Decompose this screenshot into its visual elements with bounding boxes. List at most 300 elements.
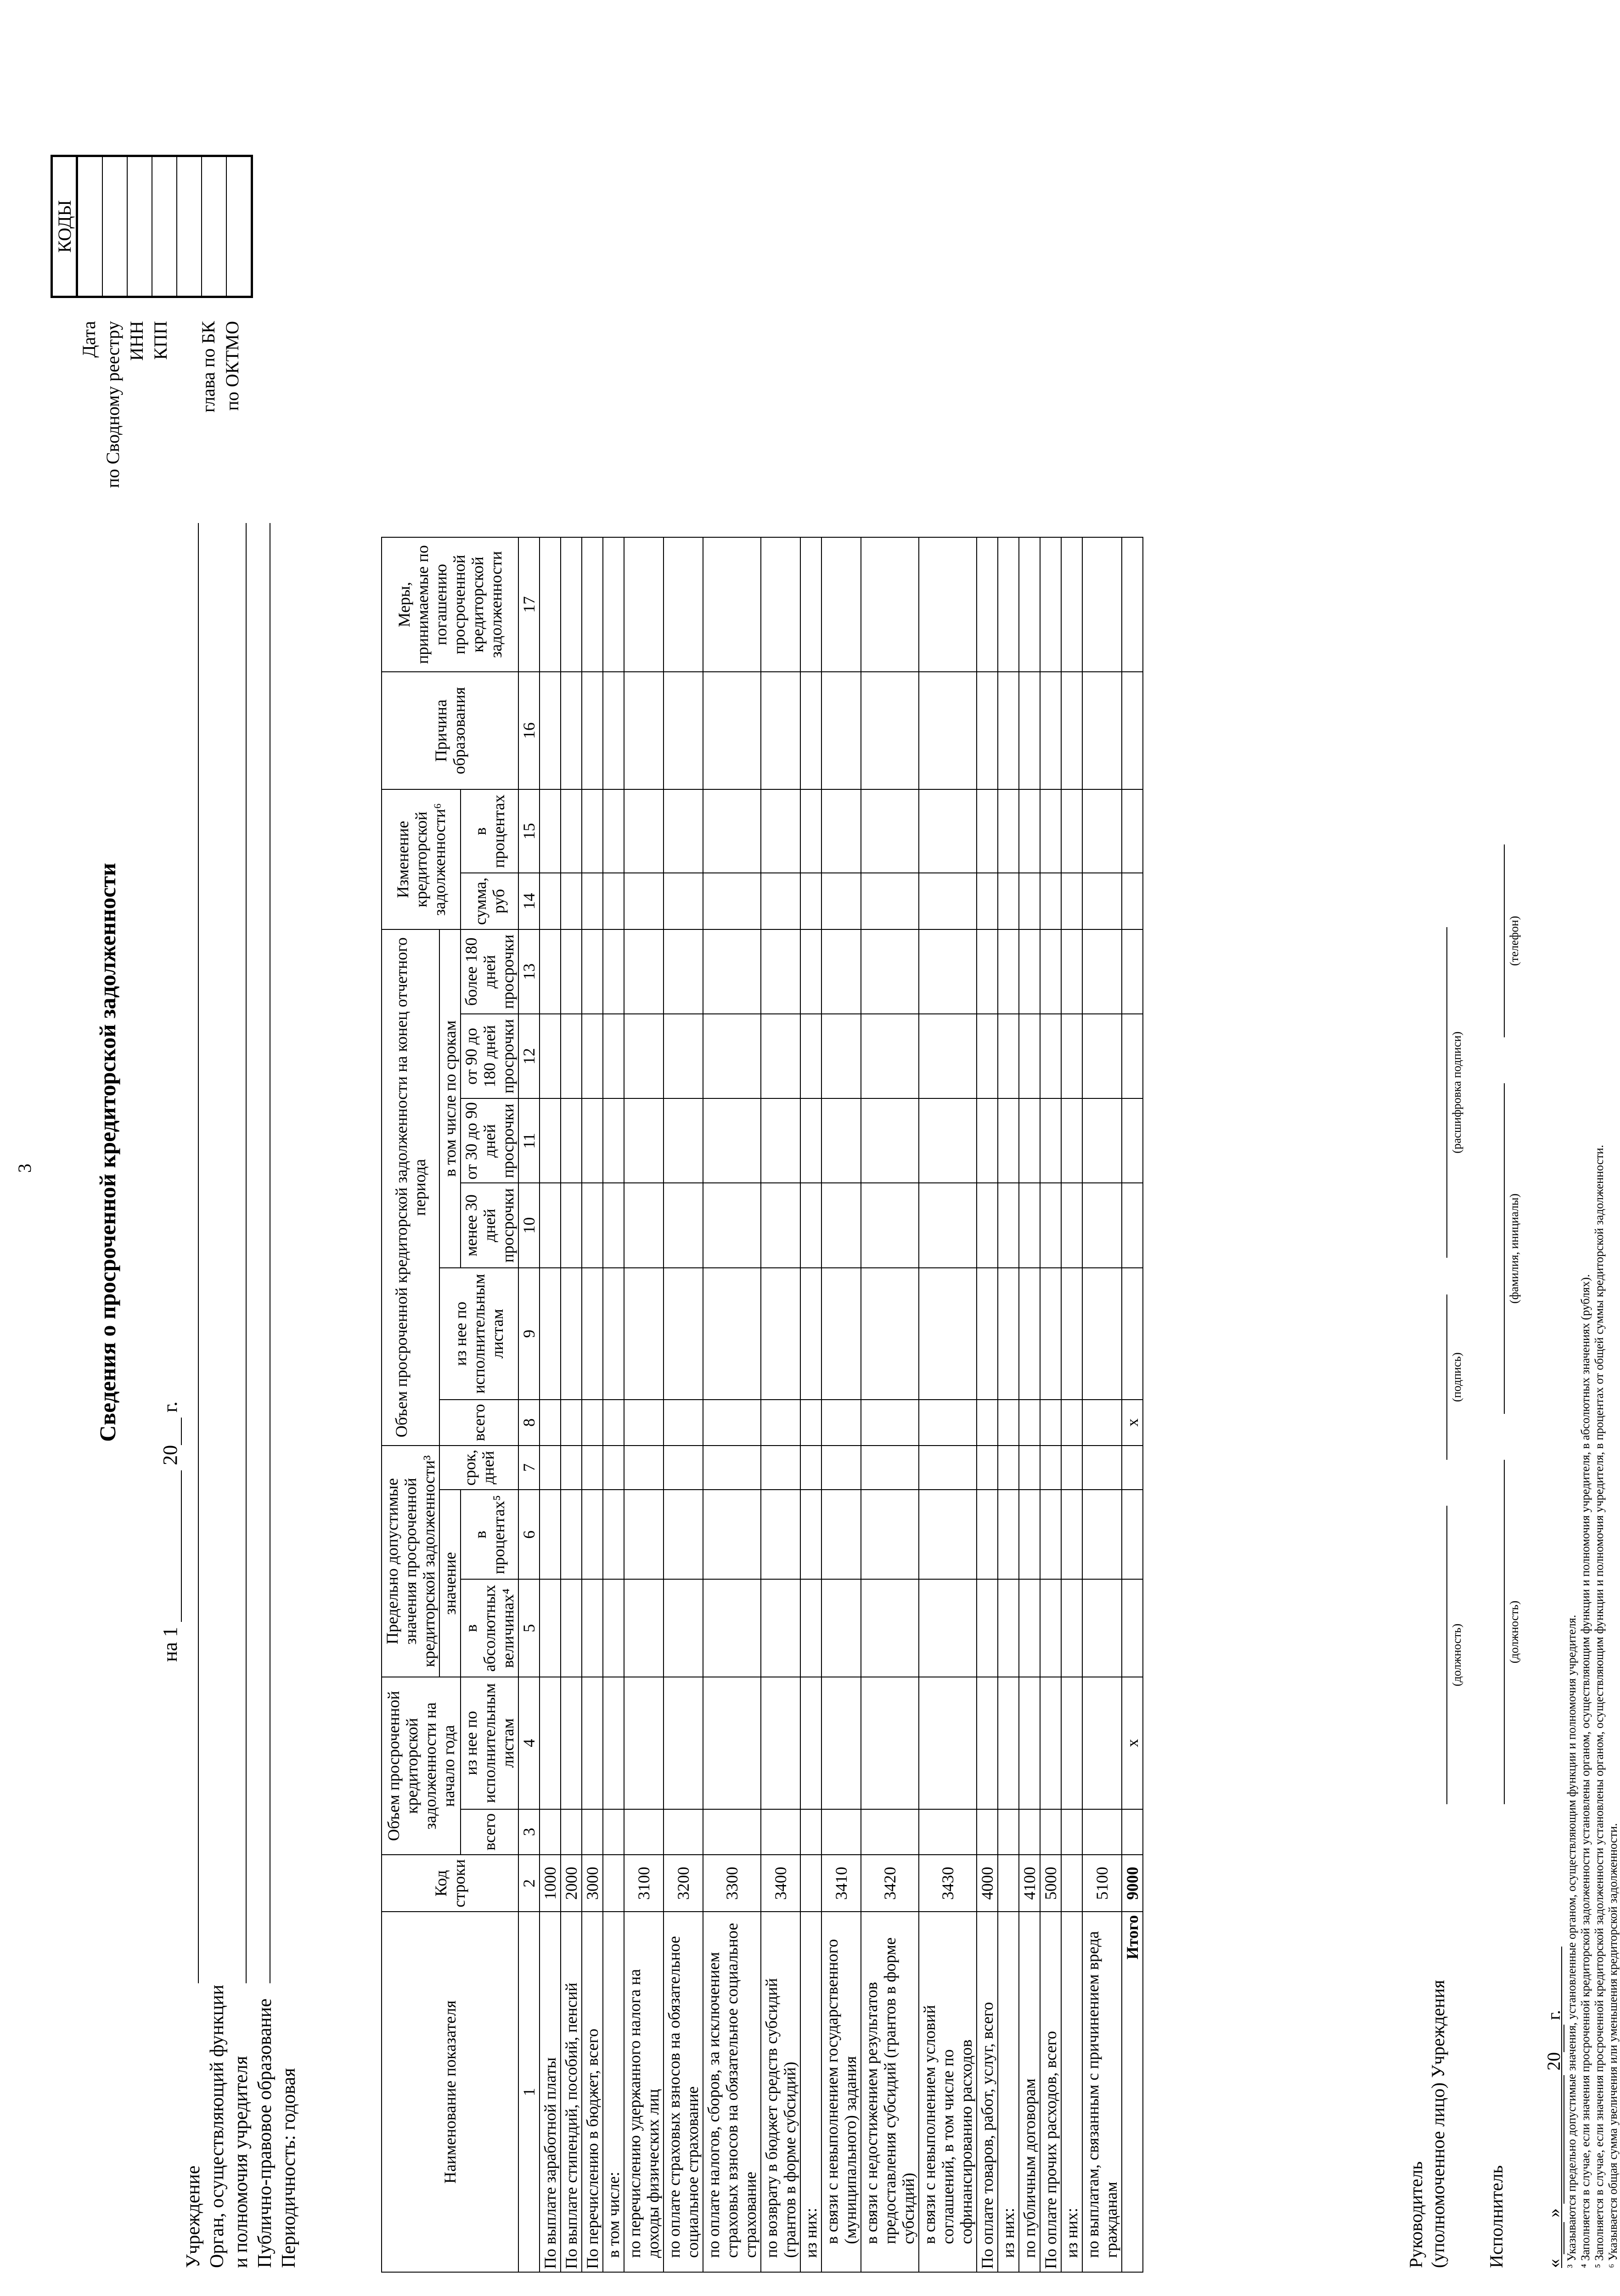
row-cell[interactable] — [540, 1579, 561, 1677]
row-cell[interactable] — [624, 789, 664, 873]
row-cell[interactable] — [664, 1400, 703, 1445]
row-cell[interactable] — [561, 1579, 582, 1677]
row-cell[interactable] — [821, 873, 861, 929]
head-caption-signature: (подпись) — [1450, 1352, 1463, 1402]
row-cell[interactable] — [703, 1098, 761, 1183]
row-cell[interactable] — [561, 1098, 582, 1183]
row-cell[interactable] — [1082, 1677, 1122, 1809]
row-cell[interactable] — [540, 789, 561, 873]
row-cell[interactable] — [861, 789, 919, 873]
row-cell[interactable] — [1019, 1098, 1040, 1183]
row-cell[interactable] — [998, 672, 1019, 789]
row-cell[interactable] — [561, 1400, 582, 1445]
row-cell[interactable] — [703, 1809, 761, 1855]
row-cell[interactable] — [861, 1014, 919, 1098]
row-cell[interactable] — [861, 1446, 919, 1490]
row-cell[interactable] — [603, 1579, 624, 1677]
row-cell[interactable] — [821, 789, 861, 873]
row-cell[interactable] — [998, 1579, 1019, 1677]
row-cell[interactable] — [998, 1014, 1019, 1098]
row-cell[interactable] — [761, 789, 800, 873]
row-cell[interactable] — [664, 1446, 703, 1490]
row-cell[interactable] — [861, 1268, 919, 1400]
row-cell[interactable] — [1019, 537, 1040, 672]
row-cell[interactable] — [624, 1446, 664, 1490]
row-cell[interactable] — [603, 1490, 624, 1579]
row-code — [603, 1855, 624, 1912]
row-cell[interactable] — [919, 929, 977, 1014]
row-code: 2000 — [561, 1855, 582, 1912]
row-cell[interactable] — [800, 873, 821, 929]
row-cell[interactable] — [1082, 672, 1122, 789]
row-cell[interactable] — [761, 1183, 800, 1267]
row-cell[interactable] — [703, 873, 761, 929]
row-cell[interactable] — [1061, 1098, 1082, 1183]
row-cell[interactable] — [664, 929, 703, 1014]
row-cell[interactable] — [1040, 1098, 1061, 1183]
row-cell[interactable] — [582, 1677, 603, 1809]
row-cell[interactable] — [1040, 537, 1061, 672]
row-cell[interactable] — [582, 672, 603, 789]
row-cell[interactable] — [861, 672, 919, 789]
row-cell[interactable] — [582, 1014, 603, 1098]
row-cell[interactable] — [1061, 537, 1082, 672]
row-cell[interactable] — [761, 929, 800, 1014]
row-cell[interactable] — [582, 1809, 603, 1855]
row-cell[interactable] — [1040, 789, 1061, 873]
row-cell[interactable] — [1082, 1400, 1122, 1445]
document-title: Сведения о просроченной кредиторской задолженности — [95, 863, 120, 1442]
row-cell[interactable] — [664, 1183, 703, 1267]
row-cell[interactable] — [761, 1809, 800, 1855]
row-cell[interactable] — [603, 1809, 624, 1855]
row-code: 3400 — [761, 1855, 800, 1912]
row-cell[interactable] — [998, 1446, 1019, 1490]
row-cell[interactable] — [561, 1677, 582, 1809]
row-cell[interactable] — [561, 873, 582, 929]
row-cell[interactable] — [998, 1490, 1019, 1579]
row-cell[interactable] — [977, 873, 998, 929]
row-cell[interactable] — [624, 1579, 664, 1677]
row-cell[interactable] — [664, 1490, 703, 1579]
row-cell[interactable] — [703, 789, 761, 873]
row-cell[interactable] — [919, 873, 977, 929]
row-cell[interactable] — [800, 789, 821, 873]
table-row — [998, 537, 1019, 2272]
row-cell[interactable] — [761, 873, 800, 929]
row-cell[interactable] — [1061, 1809, 1082, 1855]
row-cell[interactable] — [919, 789, 977, 873]
row-cell[interactable] — [998, 537, 1019, 672]
row-cell[interactable] — [1082, 1268, 1122, 1400]
row-cell[interactable] — [821, 1014, 861, 1098]
row-cell[interactable] — [977, 1446, 998, 1490]
row-cell[interactable] — [540, 1400, 561, 1445]
row-cell[interactable] — [1019, 1446, 1040, 1490]
row-cell[interactable] — [761, 1677, 800, 1809]
row-cell[interactable] — [1040, 873, 1061, 929]
row-name: По оплате прочих расходов, всего — [1040, 1912, 1061, 2272]
row-cell[interactable] — [1082, 1490, 1122, 1579]
row-cell[interactable] — [603, 789, 624, 873]
row-cell[interactable] — [998, 873, 1019, 929]
row-cell[interactable] — [561, 537, 582, 672]
total-code: 9000 — [1122, 1855, 1143, 1912]
row-cell[interactable] — [919, 1677, 977, 1809]
head-label-2: (уполномоченное лицо) Учреждения — [1428, 1980, 1448, 2268]
row-cell[interactable] — [624, 1098, 664, 1183]
row-cell[interactable] — [624, 672, 664, 789]
row-cell[interactable] — [977, 537, 998, 672]
row-cell[interactable] — [582, 1400, 603, 1445]
row-cell[interactable] — [540, 1809, 561, 1855]
row-cell[interactable] — [977, 1268, 998, 1400]
row-cell[interactable] — [1019, 789, 1040, 873]
row-cell[interactable] — [861, 1579, 919, 1677]
row-cell[interactable] — [761, 1579, 800, 1677]
row-cell[interactable] — [561, 672, 582, 789]
row-cell[interactable] — [703, 672, 761, 789]
row-cell[interactable] — [561, 1183, 582, 1267]
row-cell[interactable] — [977, 1579, 998, 1677]
row-cell[interactable] — [664, 873, 703, 929]
row-cell[interactable] — [664, 789, 703, 873]
row-cell[interactable] — [1061, 1446, 1082, 1490]
row-cell[interactable] — [1040, 1014, 1061, 1098]
row-cell[interactable] — [1040, 1579, 1061, 1677]
row-cell[interactable] — [664, 1809, 703, 1855]
row-cell[interactable] — [800, 929, 821, 1014]
row-cell[interactable] — [540, 1014, 561, 1098]
row-cell[interactable] — [861, 1183, 919, 1267]
row-cell[interactable] — [1082, 1809, 1122, 1855]
row-cell[interactable] — [1019, 1677, 1040, 1809]
row-cell[interactable] — [821, 1400, 861, 1445]
row-cell[interactable] — [603, 1400, 624, 1445]
table-row — [624, 537, 664, 2272]
row-cell[interactable] — [561, 929, 582, 1014]
row-cell[interactable] — [977, 1183, 998, 1267]
row-cell[interactable] — [821, 1446, 861, 1490]
row-cell[interactable] — [998, 1268, 1019, 1400]
date-blank — [163, 1470, 182, 1622]
row-cell[interactable] — [664, 537, 703, 672]
row-cell[interactable] — [821, 1579, 861, 1677]
row-cell[interactable] — [800, 1183, 821, 1267]
row-cell[interactable] — [603, 537, 624, 672]
row-cell[interactable] — [1082, 1014, 1122, 1098]
row-cell[interactable] — [821, 1490, 861, 1579]
row-cell[interactable] — [998, 1098, 1019, 1183]
row-cell[interactable] — [761, 1400, 800, 1445]
col-header-end-total: всего — [439, 1400, 518, 1445]
row-cell[interactable] — [977, 1098, 998, 1183]
row-cell[interactable] — [1082, 1579, 1122, 1677]
row-cell[interactable] — [761, 1268, 800, 1400]
row-cell[interactable] — [582, 1446, 603, 1490]
row-cell[interactable] — [761, 537, 800, 672]
row-cell[interactable] — [703, 1677, 761, 1809]
row-cell[interactable] — [582, 1268, 603, 1400]
row-cell[interactable] — [998, 1400, 1019, 1445]
row-cell[interactable] — [664, 1268, 703, 1400]
row-cell[interactable] — [821, 672, 861, 789]
col-number: 4 — [518, 1677, 540, 1809]
row-cell[interactable] — [603, 1268, 624, 1400]
row-cell[interactable] — [1061, 929, 1082, 1014]
row-cell[interactable] — [624, 1677, 664, 1809]
row-cell[interactable] — [664, 1098, 703, 1183]
row-cell[interactable] — [861, 537, 919, 672]
col-number: 9 — [518, 1268, 540, 1400]
row-cell[interactable] — [561, 1809, 582, 1855]
row-cell[interactable] — [624, 1809, 664, 1855]
row-cell[interactable] — [664, 672, 703, 789]
col-number: 17 — [518, 537, 540, 672]
row-cell[interactable] — [540, 1677, 561, 1809]
row-cell[interactable] — [821, 537, 861, 672]
row-cell[interactable] — [1061, 789, 1082, 873]
row-cell[interactable] — [1019, 1579, 1040, 1677]
row-cell[interactable] — [761, 1014, 800, 1098]
code-label-date: Дата — [79, 321, 99, 358]
row-cell[interactable] — [919, 1183, 977, 1267]
row-cell[interactable] — [861, 1400, 919, 1445]
row-cell[interactable] — [977, 789, 998, 873]
row-cell[interactable] — [821, 1183, 861, 1267]
row-cell[interactable] — [540, 672, 561, 789]
row-cell[interactable] — [800, 1446, 821, 1490]
row-cell[interactable] — [1040, 1268, 1061, 1400]
header-labels — [181, 1985, 301, 2268]
row-cell[interactable] — [664, 1677, 703, 1809]
row-cell[interactable] — [664, 1014, 703, 1098]
row-cell[interactable] — [821, 929, 861, 1014]
footnote-5: ⁵ Заполняется в случае, если значения просроченной кредиторской задолженности установлены органом, осуществляющим функции и полномочия учредителя, в процентах от общей суммы кредиторской задолженности. — [1592, 1145, 1606, 2268]
row-cell[interactable] — [1082, 929, 1122, 1014]
row-cell[interactable] — [1019, 929, 1040, 1014]
row-cell[interactable] — [624, 1400, 664, 1445]
row-cell[interactable] — [1040, 1809, 1061, 1855]
sign-date-year: 20 — [1543, 2052, 1564, 2071]
row-cell[interactable] — [1061, 1400, 1082, 1445]
row-cell[interactable] — [1040, 1677, 1061, 1809]
row-cell[interactable] — [1082, 873, 1122, 929]
row-cell[interactable] — [540, 1183, 561, 1267]
row-cell[interactable] — [1061, 873, 1082, 929]
row-cell[interactable] — [800, 1098, 821, 1183]
row-cell[interactable] — [540, 1268, 561, 1400]
row-cell[interactable] — [603, 929, 624, 1014]
row-cell[interactable] — [703, 537, 761, 672]
row-cell[interactable] — [624, 873, 664, 929]
row-cell[interactable] — [1082, 789, 1122, 873]
exec-caption-position: (должность) — [1508, 1600, 1521, 1664]
row-cell[interactable] — [1061, 1014, 1082, 1098]
row-cell[interactable] — [800, 1809, 821, 1855]
row-cell[interactable] — [624, 1490, 664, 1579]
row-cell[interactable] — [1061, 1579, 1082, 1677]
col-header-change: Изменение кредиторской задолженности⁶ — [382, 789, 461, 929]
row-cell[interactable] — [821, 1098, 861, 1183]
row-cell[interactable] — [1040, 1490, 1061, 1579]
row-cell[interactable] — [703, 1268, 761, 1400]
row-cell[interactable] — [703, 1579, 761, 1677]
row-cell[interactable] — [540, 929, 561, 1014]
row-cell[interactable] — [919, 1014, 977, 1098]
row-cell[interactable] — [1040, 1446, 1061, 1490]
row-cell[interactable] — [1061, 1490, 1082, 1579]
row-cell[interactable] — [1082, 1183, 1122, 1267]
row-cell[interactable] — [561, 789, 582, 873]
row-cell[interactable] — [919, 1098, 977, 1183]
row-cell[interactable] — [821, 1809, 861, 1855]
row-cell[interactable] — [703, 1446, 761, 1490]
row-name: в связи с недостижением результатов предоставления субсидий (грантов в форме субсидий) — [861, 1912, 919, 2272]
row-cell[interactable] — [561, 1490, 582, 1579]
row-cell[interactable] — [603, 873, 624, 929]
row-cell[interactable] — [1040, 672, 1061, 789]
row-cell[interactable] — [821, 1677, 861, 1809]
row-cell[interactable] — [800, 1677, 821, 1809]
row-cell[interactable] — [582, 1098, 603, 1183]
row-cell[interactable] — [998, 1809, 1019, 1855]
row-cell[interactable] — [1082, 1446, 1122, 1490]
row-cell[interactable] — [821, 1268, 861, 1400]
row-cell[interactable] — [582, 873, 603, 929]
row-cell[interactable] — [603, 1183, 624, 1267]
row-cell[interactable] — [800, 1014, 821, 1098]
row-cell[interactable] — [703, 1490, 761, 1579]
row-cell[interactable] — [703, 1400, 761, 1445]
row-cell[interactable] — [1019, 873, 1040, 929]
row-cell[interactable] — [919, 537, 977, 672]
row-cell[interactable] — [861, 873, 919, 929]
row-cell[interactable] — [624, 929, 664, 1014]
row-cell[interactable] — [1019, 1014, 1040, 1098]
row-cell[interactable] — [919, 1446, 977, 1490]
row-cell[interactable] — [919, 1268, 977, 1400]
table-row — [1082, 537, 1122, 2272]
row-cell[interactable] — [998, 1183, 1019, 1267]
row-cell[interactable] — [1019, 672, 1040, 789]
row-cell[interactable] — [977, 672, 998, 789]
row-cell[interactable] — [761, 1446, 800, 1490]
row-cell[interactable] — [919, 672, 977, 789]
row-cell[interactable] — [703, 1014, 761, 1098]
row-cell[interactable] — [582, 1490, 603, 1579]
row-cell[interactable] — [603, 1014, 624, 1098]
row-cell[interactable] — [919, 1579, 977, 1677]
row-cell[interactable] — [1061, 672, 1082, 789]
row-cell[interactable] — [1019, 1490, 1040, 1579]
row-cell[interactable] — [998, 789, 1019, 873]
row-cell[interactable] — [703, 1183, 761, 1267]
row-cell[interactable] — [861, 1677, 919, 1809]
row-cell[interactable] — [624, 1268, 664, 1400]
date-prefix: на 1 — [159, 1626, 181, 1662]
col-number: 5 — [518, 1579, 540, 1677]
row-cell[interactable] — [1061, 1677, 1082, 1809]
row-cell[interactable] — [1019, 1400, 1040, 1445]
row-cell[interactable] — [1040, 929, 1061, 1014]
row-cell[interactable] — [603, 1446, 624, 1490]
row-cell[interactable] — [1040, 1400, 1061, 1445]
row-cell[interactable] — [624, 1014, 664, 1098]
row-cell[interactable] — [977, 929, 998, 1014]
row-cell[interactable] — [800, 537, 821, 672]
row-cell[interactable] — [540, 1490, 561, 1579]
row-cell[interactable] — [1082, 1098, 1122, 1183]
row-cell[interactable] — [977, 1400, 998, 1445]
row-cell[interactable] — [561, 1268, 582, 1400]
row-cell[interactable] — [919, 1490, 977, 1579]
row-cell[interactable] — [761, 672, 800, 789]
row-cell[interactable] — [540, 873, 561, 929]
table-row — [664, 537, 703, 2272]
row-cell[interactable] — [1019, 1809, 1040, 1855]
row-cell[interactable] — [1040, 1183, 1061, 1267]
row-cell[interactable] — [761, 1490, 800, 1579]
row-cell[interactable] — [582, 1183, 603, 1267]
row-cell[interactable] — [919, 1809, 977, 1855]
row-cell[interactable] — [1019, 1183, 1040, 1267]
row-cell[interactable] — [540, 1446, 561, 1490]
row-cell[interactable] — [800, 1268, 821, 1400]
row-cell[interactable] — [1061, 1268, 1082, 1400]
row-cell[interactable] — [561, 1014, 582, 1098]
row-cell[interactable] — [603, 1677, 624, 1809]
row-cell[interactable] — [919, 1400, 977, 1445]
row-cell[interactable] — [1082, 537, 1122, 672]
row-cell[interactable] — [582, 789, 603, 873]
row-cell[interactable] — [998, 929, 1019, 1014]
row-cell[interactable] — [703, 929, 761, 1014]
row-cell[interactable] — [1061, 1183, 1082, 1267]
table-row — [703, 537, 761, 2272]
row-cell[interactable] — [624, 1183, 664, 1267]
row-cell[interactable] — [800, 1490, 821, 1579]
row-cell[interactable] — [977, 1490, 998, 1579]
row-cell[interactable] — [998, 1677, 1019, 1809]
code-label-inn: ИНН — [126, 321, 147, 361]
row-cell[interactable] — [861, 929, 919, 1014]
row-cell[interactable] — [977, 1677, 998, 1809]
row-cell[interactable] — [1019, 1268, 1040, 1400]
row-cell[interactable] — [582, 1579, 603, 1677]
row-cell[interactable] — [582, 537, 603, 672]
row-cell[interactable] — [977, 1809, 998, 1855]
row-cell[interactable] — [761, 1098, 800, 1183]
head-caption-position: (должность) — [1450, 1623, 1463, 1687]
row-cell[interactable] — [603, 672, 624, 789]
row-cell[interactable] — [540, 1098, 561, 1183]
row-cell[interactable] — [664, 1579, 703, 1677]
row-cell[interactable] — [540, 537, 561, 672]
table-row — [1040, 537, 1061, 2272]
row-cell[interactable] — [800, 1400, 821, 1445]
row-cell[interactable] — [861, 1809, 919, 1855]
row-cell[interactable] — [800, 672, 821, 789]
row-cell[interactable] — [800, 1579, 821, 1677]
row-cell[interactable] — [861, 1098, 919, 1183]
row-cell[interactable] — [582, 929, 603, 1014]
row-cell[interactable] — [861, 1490, 919, 1579]
row-cell[interactable] — [977, 1014, 998, 1098]
row-cell[interactable] — [603, 1098, 624, 1183]
row-cell[interactable] — [624, 537, 664, 672]
row-cell[interactable] — [561, 1446, 582, 1490]
